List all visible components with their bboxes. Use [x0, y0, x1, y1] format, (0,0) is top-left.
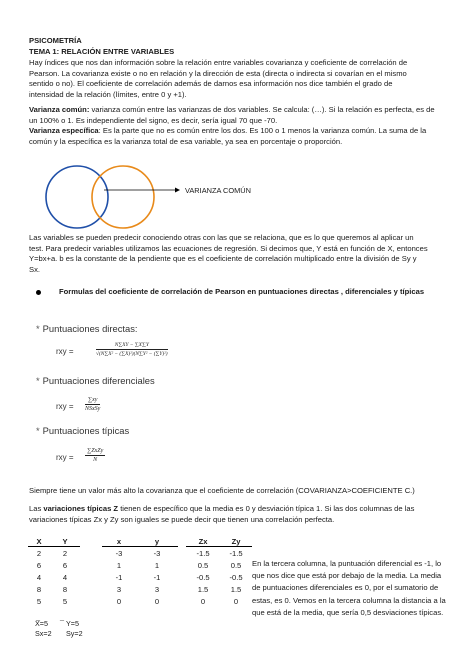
asterisk-icon: *: [36, 425, 40, 436]
formula-label: rxy =: [56, 347, 74, 356]
table-cell: -1.5: [229, 548, 243, 558]
sd-y: Sy=2: [66, 629, 83, 638]
table-row: [28, 559, 252, 571]
intro-line: sentido o no). El coeficiente de correlación además de darnos esa información nos dice también el grado de: [29, 79, 393, 89]
table-cell: 0.5: [230, 560, 242, 570]
asterisk-icon: *: [36, 375, 40, 386]
table-cell: 0: [154, 596, 160, 606]
formula-numerator: N∑XY − ∑X∑Y: [96, 342, 168, 350]
table-cell: 4: [36, 572, 42, 582]
table-header: Y: [50, 536, 80, 547]
table-row: [28, 571, 252, 583]
table-cell: -3: [115, 548, 123, 558]
side-note-line: estas, es 0. Vemos en la tercera columna la distancia a la: [252, 595, 446, 605]
table-row: [28, 547, 252, 560]
table-cell: 0: [200, 596, 206, 606]
table-cell: 3: [154, 584, 160, 594]
sd-x: Sx=2: [35, 629, 52, 638]
typical-scores-line: variaciones típicas Zx y Zy son iguales se puede decir que tienen una correlación perfecta.: [29, 514, 335, 524]
topic-heading: TEMA 1: RELACIÓN ENTRE VARIABLES: [29, 47, 175, 56]
table-cell: -1: [115, 572, 123, 582]
table-cell: 4: [62, 572, 68, 582]
mean-bar-marks: _ _: [36, 612, 64, 621]
typical-scores-paragraph: Las variaciones típicas Z tienen de específico que la media es 0 y desviación típica 1. Si las dos columnas de las variaciones típicas Zx y Zy son iguales se puede decir que tienen una correlación perfecta.: [29, 504, 447, 525]
table-cell: 1.5: [197, 584, 209, 594]
varianza-especifica-text: común y la específica es la varianza total de esa variable, ya sea en porcentaje o proporción.: [29, 136, 343, 146]
table-cell: 0: [233, 596, 239, 606]
prediction-line: Y=bx+a. b es la constante de la pendiente que es el coeficiente de correlación multiplicado entre la división de Sy y: [29, 254, 417, 264]
prediction-paragraph: [29, 233, 447, 275]
intro-paragraph: [29, 58, 447, 100]
bullet-icon: [36, 290, 41, 295]
typical-scores-term: variaciones típicas Z: [43, 504, 119, 513]
table-cell: 6: [36, 560, 42, 570]
varianza-comun-text: un 100% o 1. Es independiente del signo, es decir, sería igual 70 que -70.: [29, 115, 278, 125]
formulas-bullet: [36, 287, 456, 296]
side-note-line: En la tercera columna, la puntuación diferencial es -1, lo: [252, 559, 442, 568]
table-header: Zx: [186, 536, 220, 547]
table-row: [28, 583, 252, 595]
table-header-row: [28, 536, 252, 547]
table-cell: 1.5: [230, 584, 242, 594]
intro-line: Pearson. La covarianza existe o no en relación y la dirección de esta (directa o indirecta si covarían en el mismo: [29, 68, 407, 78]
side-note-line: de puntuaciones diferenciales es 0, por el sumatorio de: [252, 583, 439, 593]
table-cell: 3: [116, 584, 122, 594]
formula-denominator: √(N∑X² − (∑X)²)(N∑Y² − (∑Y)²): [96, 351, 168, 357]
table-header: Zy: [220, 536, 252, 547]
varianza-especifica-text: : Es la parte que no es común entre los dos. Es 100 o 1 menos la varianza común. La suma de la: [98, 126, 427, 136]
formula-label: rxy =: [56, 453, 74, 462]
table-cell: 0.5: [197, 560, 209, 570]
table-cell: -0.5: [229, 572, 243, 582]
scores-table: [28, 536, 252, 607]
venn-right-circle: [92, 166, 154, 228]
table-cell: 8: [36, 584, 42, 594]
formula-directas: [96, 342, 168, 357]
table-cell: 6: [62, 560, 68, 570]
table-cell: -1.5: [196, 548, 210, 558]
prediction-line: test. Para predecir variables utilizamos las ecuaciones de regresión. Si decimos que, Y está en función de X, entonces: [29, 243, 428, 253]
table-cell: -1: [153, 572, 161, 582]
table-cell: 5: [62, 596, 68, 606]
formula-diferenciales: [85, 397, 100, 412]
formula-numerator: ∑xy: [85, 397, 100, 405]
table-row: [28, 595, 252, 607]
table-cell: 1: [154, 560, 160, 570]
formulas-bullet-text: Formulas del coeficiente de correlación de Pearson en puntuaciones directas , diferenciales y típicas: [59, 287, 425, 296]
table-cell: -3: [153, 548, 161, 558]
mean-y: Y=5: [66, 619, 79, 628]
table-cell: 5: [36, 596, 42, 606]
formula-denominator: NSxSy: [85, 406, 101, 412]
varianza-comun-text: varianza común entre las varianzas de dos variables. Se calcula: (…). Si la relación es perfecta, es de: [89, 105, 435, 114]
formula-heading-diferenciales: * Puntuaciones diferenciales: [36, 375, 155, 386]
varianza-comun-paragraph: [29, 105, 447, 147]
venn-arrow-head: [175, 188, 180, 193]
table-cell: 2: [36, 548, 42, 558]
table-header: x: [102, 536, 136, 547]
varianza-especifica-term: Varianza específica: [29, 126, 99, 136]
prediction-line: Sx.: [29, 264, 40, 274]
formula-tipicas: [85, 448, 105, 463]
table-header: y: [136, 536, 178, 547]
table-cell: 0: [116, 596, 122, 606]
formula-numerator: ∑ZxZy: [87, 448, 104, 454]
table-cell: -0.5: [196, 572, 210, 582]
table-cell: 1: [116, 560, 122, 570]
table-header: X: [28, 536, 50, 547]
table-cell: 8: [62, 584, 68, 594]
side-note-line: que nos dice que está por debajo de la media. La media: [252, 571, 442, 581]
venn-label: VARIANZA COMÚN: [185, 186, 251, 195]
formula-label: rxy =: [56, 402, 74, 411]
formula-heading-tipicas: * Puntuaciones típicas: [36, 425, 130, 436]
formula-denominator: N: [93, 457, 98, 463]
intro-line: Hay índices que nos dan información sobre la relación entre variables covarianza y coeficiente de correlación de: [29, 58, 408, 67]
table-cell: 2: [62, 548, 68, 558]
prediction-line: Las variables se pueden predecir conociendo otras con las que se relaciona, que es lo que queremos al aplicar un: [29, 233, 414, 242]
side-note: [252, 558, 452, 619]
venn-diagram: [36, 162, 346, 232]
intro-line: intensidad de la relación (límites, entre 0 y +1).: [29, 89, 187, 99]
formula-heading-directas: * Puntuaciones directas:: [36, 323, 138, 334]
covariance-note: Siempre tiene un valor más alto la covarianza que el coeficiente de correlación (COVARIANZA>COEFICIENTE C.): [29, 486, 415, 495]
side-note-line: que está de la media, que sería 0,5 desviaciones típicas.: [252, 607, 444, 617]
asterisk-icon: *: [36, 323, 40, 334]
page-title: PSICOMETRÍA: [29, 36, 82, 45]
varianza-comun-term: Varianza común:: [29, 105, 90, 114]
mean-x: X=5: [35, 619, 48, 628]
venn-left-circle: [46, 166, 108, 228]
